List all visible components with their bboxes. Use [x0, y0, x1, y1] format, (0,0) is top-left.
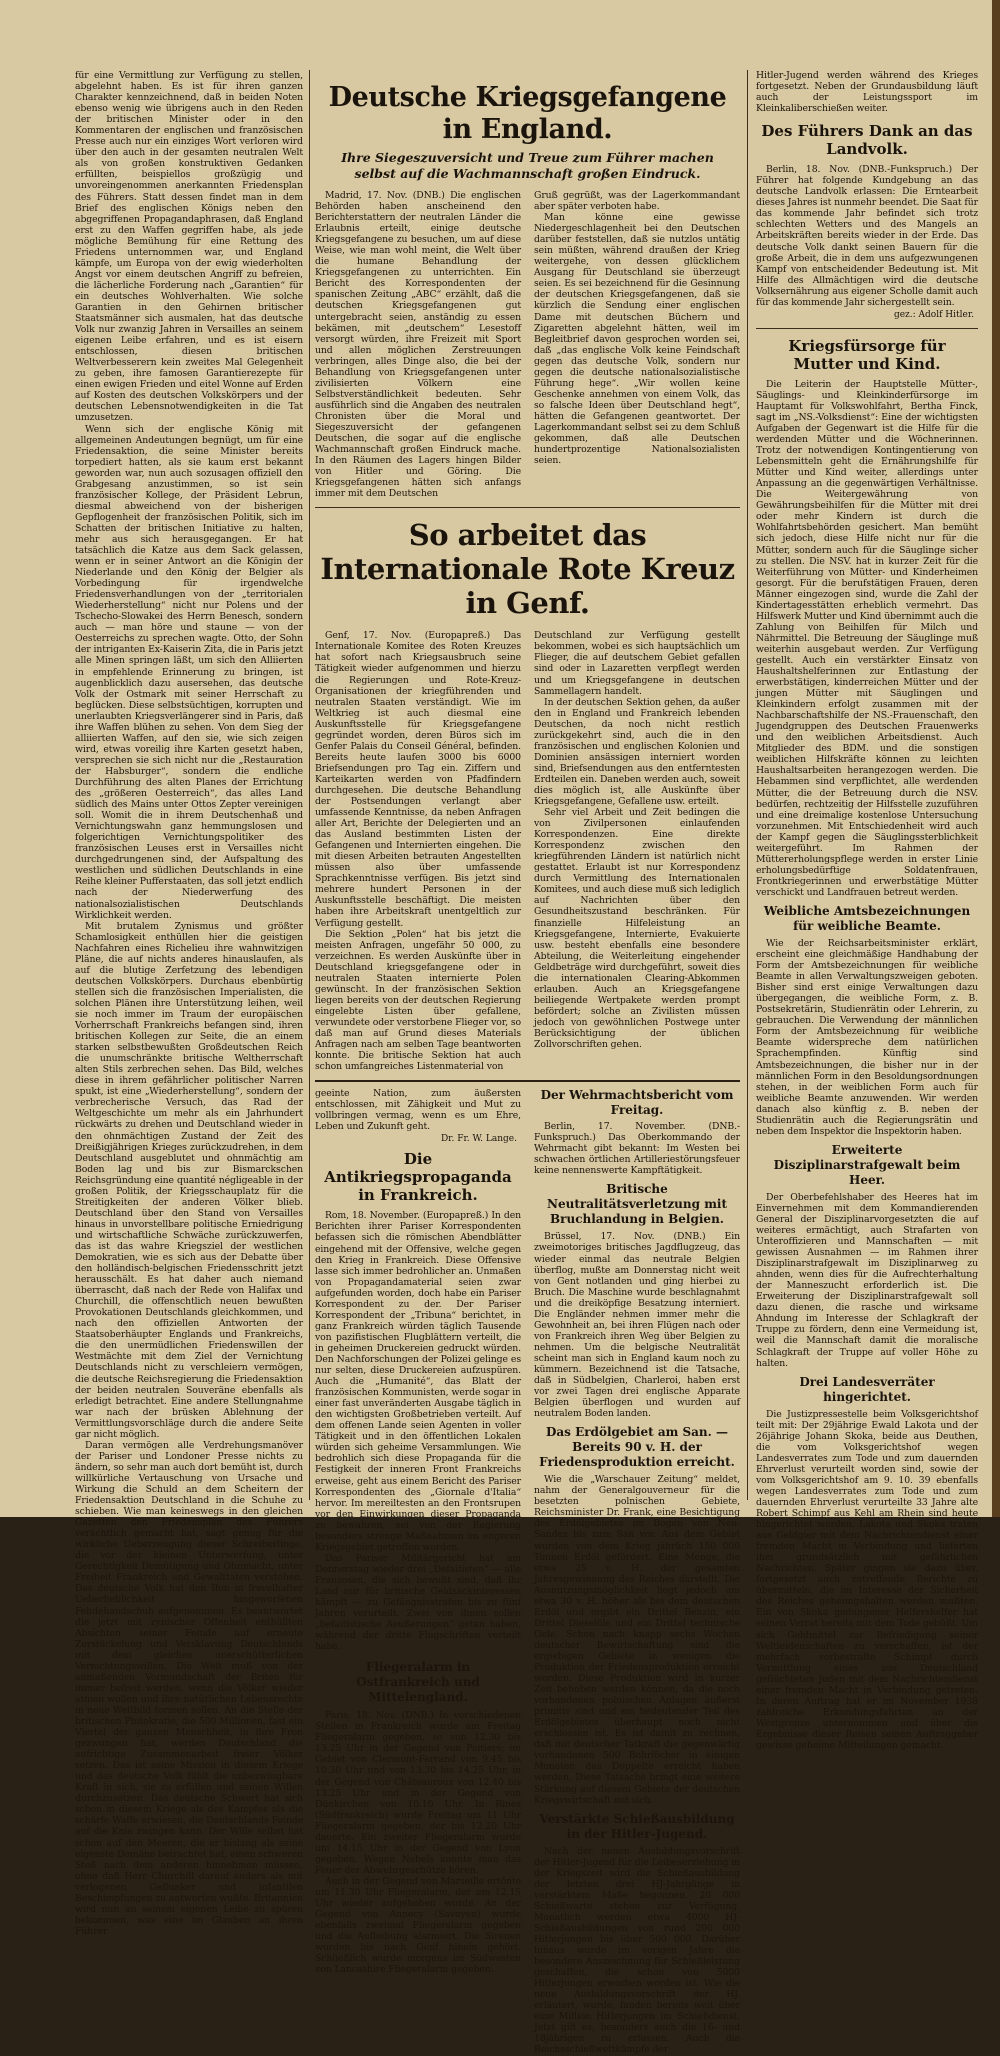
author-signature: Dr. Fr. W. Lange. [440, 1134, 517, 1145]
article-paragraph: Wie die „Warschauer Zeitung“ meldet, nahm der Generalgouverneur für die besetzten polnischen Gebiete, Reichsminister Dr. Frank, eine Besichtigung des Erdölgebietes im Bogen von Neu-Sandez bis zum San vor. Aus dem Gebiet wurden von dem Krieg jährlich 150 000 Tonnen Erdöl gefördert. Eine Menge, die etwa 25 v. H. der gesamten Jahresgewinnung des Reiches darstellt. Die Ausnutzungsmöglichkeit liegt jedoch um etwa 30 v. H. höher als bei dem deutschen Erdöl und ergibt ein Drittel Benzin, ein Drittel Dieselöle und ein Drittel technische Oele. Schon nach knapp sechs Wochen deutscher Bewirtschaftung sind die ergiebigen Gebiete in wenigen die Produktion der Friedensproduktion erreicht worden. Diese Produktion wird in kurzer Zeit behoben werden können, da die noch vorhandenen polnischen Anlagen äußerst primitiv sind und ein bedeutender Teil des Erdölgebietes überhaupt noch nicht erschlossen ist. Es ist damit zu rechnen, daß mit deutscher Tatkraft die gegenwärtig vorhandenen 500 Bohrlöcher in einigen Monaten das Doppelte erreicht haben werden. Diese Tatsache bringt eine weitere Stärkung auf diesem Gebiete der deutschen Kriegswirtschaft mit sich. [534, 1474, 740, 1806]
article-paragraph: Genf, 17. Nov. (Europapreß.) Das Internationale Komitee des Roten Kreuzes hat sofort nach Kriegsausbruch seine Tätigkeit wieder aufgenommen und hierzu die Regierungen und Rote-Kreuz-Organisationen der kriegführenden und neutralen Staaten verständigt. Wie im Weltkrieg ist auch diesmal eine Auskunftsstelle für Kriegsgefangene gegründet worden, deren Büros sich im Genfer Palais du Conseil Général, befinden. Bereits heute laufen 3000 bis 6000 Briefsendungen pro Tag ein. Ziffern und Karteikarten werden von Pfadfindern durchgesehen. Die deutsche Behandlung der Postsendungen verlangt aber umfassende Kenntnisse, da neben Anfragen aller Art, Berichte der Delegierten und an das Ausland bestimmten Listen der Gefangenen und Internierten eingehen. Die mit diesen Arbeiten betrauten Angestellten müssen also über umfassende Sprachkenntnisse verfügen. Bis jetzt sind mehrere hundert Personen in der Auskunftsstelle beschäftigt. Die meisten haben ihre Arbeitskraft unentgeltlich zur Verfügung gestellt. [315, 630, 521, 929]
article-paragraph: Rom, 18. November. (Europapreß.) In den Berichten ihrer Pariser Korrespondenten befassen sich die römischen Abendblätter eingehend mit der Offensive, welche gegen den Krieg in Frankreich. Diese Offensive lasse sich immer bedrohlicher an. Unmaßen von Propagandamaterial seien zwar aufgefunden worden, doch habe ein Pariser Korrespondent zu der. Der Pariser Korrespondent der „Tribuna“ berichtet, in ganz Frankreich würden täglich Tausende von pazifistischen Flugblättern verteilt, die in geheimen Druckereien gedruckt würden. Den Nachforschungen der Polizei gelinge es nur selten, diese Druckereien aufzuspüren. Auch die „Humanité“, das Blatt der französischen Kommunisten, werde sogar in einer fast unveränderten Ausgabe täglich in den wichtigsten Großbetrieben verteilt. Auf dem offenen Lande seien Agenten in voller Tätigkeit und in den öffentlichen Lokalen würden sich geheime Versammlungen. Wie bedrohlich sich diese Propaganda für die Festigkeit der inneren Front Frankreichs erweise, geht aus einem Bericht des Pariser Korrespondenten des „Giornale d'Italia“ hervor. Im mereiltesten an den Frontsrupen vor den Einwirkungen dieser Propaganda zu bewahren, sei von der Regierung besonders strenge Maßnahmen im engeren Kriegsgebiet getroffen worden. [315, 1210, 521, 1553]
col1-paragraph: für eine Vermittlung zur Verfügung zu stellen, abgelehnt haben. Es ist für ihren ganzen Charakter kennzeichnend, daß in beiden Noten ebenso wenig wie übrigens auch in den Reden der britischen Minister oder in den Kommentaren der englischen und französischen Presse auch nur ein einziges Wort verloren wird über den auch in der gesamten neutralen Welt als von großen konstruktiven Gedanken erfüllten, beispiellos großzügig und unvoreingenommen anerkannten Friedensplan des Führers. Statt dessen findet man in dem Brief des englischen Königs neben den abgegriffenen Propagandaphrasen, daß England erst zu den Waffen gegriffen habe, als jede mögliche Bemühung für eine Rettung des Friedens unternommen war, und England kämpfe, um Europa von der ewig wiederholten Angst vor einem deutschen Angriff zu befreien, die lächerliche Forderung nach „Garantien“ für ein deutsches Wohlverhalten. Wie solche Garantien in den Gehirnen britischer Staatsmänner sich ausmalen, hat das deutsche Volk nur zwanzig Jahren in Versailles an seinem eigenen Leibe erfahren, und es ist eisern entschlossen, diesen britischen Weltverbesserern kein zweites Mal Gelegenheit zu geben, ihre famosen Garantierezepte für einen ewigen Frieden und eitel Wonne auf Erden auf Kosten des deutschen Volkskörpers und der deutschen Lebensnotwendigkeiten in die Tat umzusetzen. [75, 70, 303, 424]
headline-kriegsfuersorge: Kriegsfürsorge für Mutter und Kind. [788, 336, 946, 373]
column-rule [309, 70, 310, 1500]
article-rotes-kreuz [315, 518, 740, 1072]
article-paragraph: In der deutschen Sektion gehen, da außer den in England und Frankreich lebenden Deutschen, da noch nicht restlich zurückgekehrt sind, auch die in den französischen und englischen Kolonien und Dominien ansässigen interniert worden sind, Briefsendungen aus den entferntesten Erdteilen ein. Daneben werden auch, soweit dies möglich ist, alle Auskünfte über Kriegsgefangene, Gefallene usw. erteilt. [534, 696, 740, 808]
col1-paragraph: Wenn sich der englische König mit allgemeinen Andeutungen begnügt, um für eine Friedensaktion, die seine Minister bereits torpediert hatten, als sie kaum erst bekannt geworden war, nun auch sozusagen offiziell den Grabgesang anzustimmen, so ist sein französischer Kollege, der Präsident Lebrun, diesmal abweichend von der bisherigen Gepflogenheit der französischen Politik, sich im Schatten der britischen Initiative zu halten, mehr aus sich herausgegangen. Er hat tatsächlich die Katze aus dem Sack gelassen, wenn er in seiner Antwort an die Königin der Niederlande und den König der Belgier als Vorbedingung für irgendwelche Friedensverhandlungen von der „territorialen Wiederherstellung“ nicht nur Polens und der Tschecho-Slowakei des Herrn Benesch, sondern auch — man höre und staune — von der Oesterreichs zu sprechen wagte. Otto, der Sohn der intriganten Ex-Kaiserin Zita, die in Paris jetzt alle Minen springen läßt, um sich den Alliierten in empfehlende Erinnerung zu bringen, ist augenblicklich dazu ausersehen, das deutsche Volk der Ostmark mit seiner Herrschaft zu beglücken. Diese selbstsüchtigen, korrupten und unerlaubten Kriegsverlängerer sind in Paris, daß ihre Waffen blühen zu sehen. Von dem Sieg der alliierten Waffen, auf den sie, wie sich zeigen wird, etwas voreilig ihre Karten gesetzt haben, versprechen sie sich nicht nur die „Restauration der Habsburger“, sondern die endliche Durchführung des alten Planes der Errichtung des „größeren Oesterreich“, das alles Land südlich des Mains unter Ottos Zepter vereinigen soll. Womit die in ihrem Deutschenhaß und Vernichtungswahn ganz hemmungslosen und folgerichtigen Vernichtungspolitiker des französischen Leuses erst in Versailles nicht durchgedrungenen sind, der Aufspaltung des westlichen und südlichen Deutschlands in eine Reihe kleiner Pufferstaaten, das soll jetzt endlich nach der Niederwerfung des nationalsozialistischen Deutschlands Wirklichkeit werden. [75, 423, 303, 921]
article-paragraph: Die Leiterin der Hauptstelle Mütter-, Säuglings- und Kleinkinderfürsorge im Hauptamt für Volkswohlfahrt, Bertha Finck, sagt im „NS.-Volksdienst“: Eine der wichtigsten Aufgaben der Gegenwart ist die Hilfe für die werdenden Mütter und die Wöchnerinnen. Trotz der notwendigen Kontingentierung von Lebensmitteln geht die Ernährungshilfe für Mütter und Kind weiter, allerdings unter Anpassung an die gegenwärtigen Verhältnisse. Die Weitergewährung von Gewährungsbeihilfen für die Mütter mit drei oder mehr Kindern ist durch die Wohlfahrtsbehörden gesichert. Man bemüht sich jedoch, diese Hilfe nicht nur für die Mütter, sondern auch für die Säuglinge sicher zu stellen. Die NSV. hat in kurzer Zeit für die Weiterführung von Mütter- und Kinderheimen gesorgt. Für die berufstätigen Frauen, deren Männer eingezogen sind, wurde die Zahl der Kindertagesstätten erheblich vermehrt. Das Hilfswerk Mutter und Kind übernimmt auch die Zahlung von Beihilfen für Milch und Nährmittel. Die Betreuung der Säuglinge muß weiterhin ausgebaut werden. Zur Verfügung gestellt. Auch ein verstärkter Einsatz von Haushaltshelferinnen zur Entlastung der erwerbstätigen, kinderreichen Mütter und der jungen Mütter mit Säuglingen und Kleinkindern erfolgt zusammen mit der Nachbarschaftshilfe der NS.-Frauenschaft, den Jugendgruppen des Deutschen Frauenwerks und den weiblichen Arbeitsdienst. Auch Mitglieder des BDM. und die sonstigen weiblichen Hilfskräfte können zu leichten Haushaltsarbeiten herangezogen werden. Die Hebammen sind verpflichtet, alle werdenden Mütter, die der Betreuung durch die NSV. bedürfen, rechtzeitig der Hilfsstelle zuzuführen und eine dreimalige kostenlose Untersuchung vorzunehmen. Mit Entschiedenheit wird auch der Kampf gegen die Säuglingssterblichkeit weitergeführt. Im Rahmen der Müttererholungspflege werden in erster Linie erholungsbedürftige Soldatenfrauen, Frontkriegerinnen und erwerbstätige Mütter verschickt und Landfrauen betreut werden. [756, 378, 978, 898]
book-binding-edge [992, 0, 1000, 1517]
headline-rotes-kreuz-line1: So arbeitet das [408, 518, 647, 553]
headline-schiessausbildung: Verstärkte Schießausbildung in der Hitler-Jugend. [539, 1811, 735, 1841]
column-right [756, 70, 978, 1751]
article-paragraph: Nach der neuen Ausbildungsvorschrift der Hitler-Jugend für die Leibeserziehung in der Kriegszeit wird die Schießausbildung der letzten drei HJ-Jahrgänge in verstärktem Maße begonnen. 20 000 Schießwarte stehen zur Verfügung. Monatlich werden etwa 4000 HJ-Schießausbildungen von rund 200 000 Hitlerjungen bis über 500 000. Darüber hinaus wurde im vorigen Jahre die besondere Auszeichnung für Schießleistung geschaffen, die schon von 5000 Hitlerjungen erworben worden ist. Wie die neue Ausbildungsvorschrift der HJ. erläutert, wurde, fanden bereits weit über eine Million Hitlerjungen im Schießdienst. Jetzt gilt es, besonders auch die 16- und 18jährigen zu erfassen. Auch die Reichsschießwettkämpfe der [534, 1845, 740, 2056]
headline-rotes-kreuz-line2: Internationale Rote Kreuz in Genf. [320, 552, 735, 621]
section-divider [756, 328, 978, 329]
article-paragraph: Brüssel, 17. Nov. (DNB.) Ein zweimotoriges britisches Jagdflugzeug, das wieder einmal das neutrale Belgien überflog, mußte am Donnerstag nicht weit von Gent notlanden und ging hierbei zu Bruch. Die Maschine wurde beschlagnahmt und die dreiköpfige Besatzung interniert. Die Engländer nehmen immer mehr die Gewohnheit an, bei ihren Flügen nach oder von Frankreich ihren Weg über Belgien zu nehmen. Um die belgische Neutralität scheint man sich in England kaum noch zu kümmern. Bezeichnend ist die Tatsache, daß in Südbelgien, Charleroi, haben erst vor zwei Tagen drei englische Apparate Belgien überflogen und wurden auf neutralem Boden landen. [534, 1231, 740, 1420]
article-paragraph: Wie der Reichsarbeitsminister erklärt, erscheint eine gleichmäßige Handhabung der Form der Amtsbezeichnungen für weibliche Beamte in allen Verwaltungszweigen geboten. Bisher sind erst einige Verwaltungen dazu übergegangen, die weibliche Form, z. B. Postsekretärin, Studienrätin oder Lehrerin, zu gebrauchen. Die Verwendung der männlichen Form der Amtsbezeichnung für weibliche Beamte widerspreche dem natürlichen Sprachempfinden. Künftig sind Amtsbezeichnungen, die bisher nur in der männlichen Form in den Besoldungsordnungen stehen, in der weiblichen Form auch für weibliche Beamte anzuwenden. Wir werden danach also künftig z. B. neben der Studienrätin auch die Regierungsrätin und neben dem Inspektor die Inspektorin haben. [756, 938, 978, 1137]
article-paragraph: Man könne eine gewisse Niedergeschlagenheit bei den Deutschen darüber feststellen, daß sie nutzlos untätig sein müßten, während draußen der Krieg weitergehe, von dessen glücklichem Ausgang für Deutschland sie überzeugt seien. Es sei bezeichnend für die Gesinnung der deutschen Kriegsgefangenen, daß sie kürzlich die Sendung einer englischen Dame mit deutschen Büchern und Zigaretten abgelehnt hätten, weil im Begleitbrief davon gesprochen worden sei, daß „das englische Volk keine Feindschaft gegen das deutsche Volk, sondern nur gegen die deutsche nationalsozialistische Führung hege“. „Wir wollen keine Geschenke annehmen von einem Volk, das so falsche Ideen über Deutschland hegt“, hätten die Gefangenen geantwortet. Der Lagerkommandant selbst sei zu dem Schluß gekommen, daß alle Deutschen hundertprozentige Nationalsozialisten seien. [534, 212, 740, 467]
col1-paragraph: Mit brutalem Zynismus und größter Schamlosigkeit enthüllen hier die geistigen Nachfahren eines Richelieu ihre wahnwitzigen Pläne, die auf nichts anderes hinauslaufen, als auf die blutige Zerfetzung des lebendigen deutschen Volkskörpers. Durchaus ebenbürtig stellen sich die französischen Imperialisten, die solchen Plänen ihre Unterstützung leihen, weil sie noch immer im Traum der europäischen Vorherrschaft Frankreichs befangen sind, ihren britischen Kollegen zur Seite, die an einem starken selbstbewußten Großdeutschen Reich die unumschränkte britische Weltherrschaft alten Stils zerbrechen sehen. Das Bild, welches diese in ihrem gefährlicher politischer Narren spukt, ist eine „Wiederherstellung“, sondern der verbrecherische Versuch, das Rad der Weltgeschichte um mehr als ein Jahrhundert rückwärts zu drehen und Deutschland wieder in den ohnmächtigen Zustand der Zeit des Dreißigjährigen Krieges zurückzudrehen, in dem Deutschland ausgeblutet und ohnmächtig am Boden lag und bis zur Bismarckschen Reichsgründung eine quantité négligeable in der großen Politik, der Kriegsschauplatz für die Streitigkeiten der anderen Völker blieb. Deutschland über den Stand von Versailles hinaus in unvorstellbare politische Erniedrigung und wirtschaftliche Schwäche zurückzuwerfen, das ist das wahre Kriegsziel der westlichen Demokratien, wie es sich aus der Debatte über den holländisch-belgischen Friedensschritt jetzt herausschält. Es hat daher auch niemand überrascht, daß nach der Rede von Halifax und Churchill, die offenschtlich neuen bewußten Provokationen Deutschlands gleichkommen, und nach den offiziellen Antworten der Staatsoberhäupter Englands und Frankreichs, die den unermüdlichen Friedenswillen der Westmächte mit dem Ziel der Vernichtung Deutschlands nicht zu verschleiern vermögen, die deutsche Reichsregierung die Friedensaktion der beiden neutralen Souveräne ebenfalls als erledigt betrachtet. Eine andere Stellungnahme war nach der brüsken Ablehnung der Vermittlungsvorschläge durch die andere Seite gar nicht möglich. [75, 920, 303, 1440]
article-column [534, 630, 740, 1072]
article-column [315, 630, 521, 1072]
headline-landesverraeter: Drei Landesverräter hingerichtet. [799, 1374, 935, 1404]
author-signature: gez.: Adolf Hitler. [893, 309, 974, 320]
col1-paragraph: Daran vermögen alle Verdrehungsmanöver der Pariser und Londoner Presse nichts zu ändern, so sehr man auch dort bemüht ist, durch willkürliche Vertauschung von Ursache und Wirkung die Schuld an dem Scheitern der Friedensaktion Deutschland in die Schuhe zu schieben. Wie man keineswegs in den gleichen Gazetten den Friedensplan des Führers verächtlich gemacht hat, sagt genug für die wirkliche Ueberzeugung dieser Schreiberlinge, die vor der kleinen Unterwerfung, unter Gerechtigkeit Demütigung und Ohnmacht, unter Freiheit Frankreich und Gewalttaten verstehen. Das deutsche Volk hat den Ihm in frevelhafter Ueberheblichkeit hingeworfenen Fehdehandschuh aufgenommen. Es beantwortet die jetzt mit zynischer Offenheit enthüllten Absichten seiner Feinde auf erneute Zerstückelung und Versklavung Deutschlands mit dem gleichen unerschütterlichen Vernichtungswillen. Die Welt muß von der anmaßenden Vormundschaft der Briten für immer befreit werden, wenn die Völker wieder atmen wollen und ihre natürlichen Lebensrechte in neue Weltbild formen sollen. An die Stelle der britischen Plutokratie, die 500 Millionen, fast ein Viertel der ganzen Menschheit, in ihre Fron gezwungen hat, werden Deutschland die aufrichtige Zusammenarbeit freier Völker setzen. Das ist seine Mission in diesem Kriege und das deutsche Volk fühlt die unbezwingbare Kraft in sich, sie zu erfüllen und seinen Willen durchzusetzen. Das deutsche Schwert hat sich schon in diesem Kriege als des Kampfes als die schärfe Waffe erwiesen, die Deutschlands Feinde auf die Knie zwingen kann. Der Wille selbst hat schon auf den Meeren, die er bislang als seine eigenste Domäne betrachtet hat, einen schweren Stoß nach dem anderen hinnehmen müssen, ohne daß Herr Churchill darauf anders als mit verlogenen Geflunker und infantilen Beschimpfungen zu antworten wußte. Britannien wird nun an seinem eigenen Leibe zu spüren bekommen, was eine im Glauben an ihren Führer [75, 1439, 303, 1937]
article-kriegsgefangene [315, 82, 740, 499]
article-paragraph: Hitler-Jugend werden während des Krieges fortgesetzt. Neben der Grundausbildung läuft auch der Leistungssport im Kleinkaliberschießen weiter. [756, 70, 978, 115]
headline-fliegeralarm: Fliegeralarm in Ostfrankreich und Mittelengland. [356, 1660, 480, 1705]
article-paragraph: Gruß gegrüßt, was der Lagerkommandant aber später verboten habe. [534, 190, 740, 213]
article-paragraph: Auch in der Gegend von Marseille ertönte um 11.30 Uhr Fliegeralarm, der um 12.15 Uhr wieder aufgehoben wurde. An der Gegend von Annecy (Savoyen) wurde ebenfalls zweimal Fliegeralarm gegeben und die Aufhebung alarmiert. Die Sirenen wurden bis nach Genf hinein gehört. Schließlich wurde morgens im Südwesten von Lancashire Fliegeralarm gegeben. [315, 1875, 521, 1976]
article-paragraph: Die Sektion „Polen“ hat bis jetzt die meisten Anfragen, ungefähr 50 000, zu verzeichnen. Es werden Auskünfte über in Deutschland kriegsgefangene oder in neutralen Staaten internierte Polen gewünscht. In der französischen Sektion liegen bereits von der deutschen Regierung eingelebte Listen über gefallene, verwundete oder verstorbene Flieger vor, so daß man auf Grund dieses Materials Anfragen nach am selben Tage beantworten konnte. Die britische Sektion hat auch schon umfangreiches Listenmaterial von [315, 928, 521, 1073]
headline-antikriegspropaganda: Die Antikriegspropaganda in Frankreich. [324, 1150, 512, 1205]
column-rule [747, 70, 748, 1500]
column-left [75, 70, 303, 1937]
headline-amtsbezeichnungen: Weibliche Amtsbezeichnungen für weibliche Beamte. [763, 904, 971, 933]
lower-center-left [315, 1088, 521, 2055]
article-paragraph: Der Oberbefehlshaber des Heeres hat im Einvernehmen mit dem Kommandierenden General der Disziplinarvorgesetzten die auf weiteres ermächtigt, auch Strafarten von Unteroffizieren und Mannschaften — mit gewissen Ausnahmen — im Rahmen ihrer Disziplinarstrafgewalt im Disziplinarweg zu ahnden, wenn dies für die Aufrechterhaltung der Manneszucht erforderlich ist. Die Erweiterung der Disziplinarstrafgewalt soll dazu dienen, die rasche und wirksame Ahndung im Interesse der Schlagkraft der Truppe zu fördern, denn eine Vermeidung ist, weil die Mannschaft damit die moralische Schlagkraft der Truppe auf voller Höhe zu halten. [756, 1191, 978, 1369]
lower-center-area [315, 1088, 740, 2055]
headline-fuehrers-dank: Des Führers Dank an das Landvolk. [761, 122, 973, 159]
article-column [534, 190, 740, 499]
article-paragraph: Berlin, 18. Nov. (DNB.-Funkspruch.) Der Führer hat folgende Kundgebung an das deutsche Landvolk erlassen: Die Erntearbeit dieses Jahres ist nunmehr beendet. Die Saat für das kommende Jahr befindet sich trotz schlechten Wetters und des Mangels an Arbeitskräften bereits wieder in der Erde. Das deutsche Volk dankt seinen Bauern für die große Arbeit, die in dem uns aufgezwungenen Kampf von entscheidender Bedeutung ist. Mit Hilfe des Allmächtigen wird die deutsche Volksernährung aus eigener Scholle damit auch für das kommende Jahr sichergestellt sein. [756, 164, 978, 308]
headline-wehrmachtsbericht: Der Wehrmachtsbericht vom Freitag. [540, 1088, 734, 1118]
article-column [315, 190, 521, 499]
column-center [315, 70, 740, 2056]
headline-neutralitaetsverletzung: Britische Neutralitätsverletzung mit Bruchlandung in Belgien. [547, 1182, 727, 1227]
subheadline-kriegsgefangene: Ihre Siegeszuversicht und Treue zum Führer machen selbst auf die Wachmannschaft großen Eindruck. [341, 150, 714, 181]
article-paragraph: Die Justizpressestelle beim Volksgerichtshof teilt mit: Der 29jährige Ewald Lakota und der 26jährige Johann Skoka, beide aus Deuthen, die vom Volksgerichtshof wegen Landesverrates zum Tode und zum dauernden Ehrverlust verurteilt worden sind, sowie der vom Volksgerichtshof am 9. 10. 39 ebenfalls wegen Landesverrates zum Tode und zum dauernden Ehrverlust verurteilte 33 Jahre alte Robert Schimpf aus Kehl am Rhein sind heute hingerichtet worden. Lakota und Skoka traten aus Geldgier mit dem Nachrichtendienst einer fremden Macht in Verbindung und lieferten ihm grundsätzlich mit gefährlichen Nachrichten. Später gingen sie dazu über, fortgesetzt auch zutreffende Berichte zu übermitteln, die im Interesse der Sicherheit des Reiches geheimgehalten werden mußten. Ein von Skoka gedungener Helfershelfer hat seinen Verrat bereits mit dem Tode gebüßt. Um sich Geldmittel zur Befriedigung seiner Weltleidenschaften zu verschaffen, ist der mehrfach vorbestrafte Schimpf durch Vermittlung eines aus Deutschland geflüchteten Juden mit dem Nachrichtendienst einer fremden Macht in Verbindung getreten. In deren Auftrag hat er im November 1938 zahlreiche Erkundungsfahrten an der Westgrenze unternommen und über die Ergebnisse dieser Reisen seinen Auftraggeber gewisse geheime Mitteilungen gemacht. [756, 1408, 978, 1751]
article-paragraph: Das Pariser Militärgericht hat am Donnerstag wieder drei „Defaitisten“ — alle Franzosen, die sich bewußt sind, daß ihr Land nur für britische Geldsackinteressen kämpft — zu Gefängnisstrafen bis zu fünf Jahren verurteilt. Zwei von ihnen sollen „befaitistische Aeußerungen“ getan haben, während der dritte Flugschriften verteilt habe. [315, 1552, 521, 1653]
headline-kriegsgefangene: Deutsche Kriegsgefangene in England. [328, 82, 727, 145]
headline-disziplinarstrafgewalt: Erweiterte Disziplinarstrafgewalt beim Heer. [773, 1142, 961, 1187]
article-paragraph: Deutschland zur Verfügung gestellt bekommen, wobei es sich hauptsächlich um Flieger, die auf deutschem Gebiet gefallen sind oder in Lazaretten verpflegt werden und um Kriegsgefangene in deutschen Sammellagern handelt. [534, 630, 740, 697]
article-paragraph: Paris, 18. Nov. (DNB.) In verschiedenen Stellen in Frankreich wurde am Freitag Fliegeralarm gegeben, so von 12.30 bis 13.25 Uhr in der Gegend von Poitiers; im Gebiet von Clermont-Ferrand von 9.45 bis 10.30 Uhr und von 13.30 bis 14.25 Uhr, in der Gegend von Châteauroux von 12.40 bis 13.25 Uhr und in der Gegend von Dünkirchen von 10.10 Uhr. In Rines (Südfrankreich) wurde Freitag um 11 Uhr Fliegeralarm gegeben, der bis 12.20 Uhr dauerte. Ein zweiter Fliegeralarm wurde um 14.15 Uhr in der Gegend von Lyon gegeben. Wegen Nebels konnte man das Feuer der Abwehrgeschütze hören. [315, 1710, 521, 1876]
article-paragraph: geeinte Nation, zum äußersten entschlossen, mit Zähigkeit und Mut zu vollbringen vermag, wenn es um Ehre, Leben und Zukunft geht. [315, 1088, 521, 1133]
article-paragraph: Berlin, 17. November. (DNB.-Funkspruch.) Das Oberkommando der Wehrmacht gibt bekannt: Im Westen bei schwachen örtlichen Artilleriestörungsfeuer keine nennenswerte Kampftätigkeit. [534, 1121, 740, 1177]
headline-erdoelgebiet: Das Erdölgebiet am San. — Bereits 90 v. H. der Friedensproduktion erreicht. [539, 1425, 735, 1470]
article-paragraph: Madrid, 17. Nov. (DNB.) Die englischen Behörden haben anscheinend den Berichterstattern der neutralen Länder die Erlaubnis erteilt, einige deutsche Kriegsgefangene zu besuchen, um auf diese Weise, wie man wohl meint, die Welt über die humane Behandlung der Kriegsgefangenen zu unterrichten. Ein Bericht des Korrespondenten der spanischen Zeitung „ABC“ erzählt, daß die deutschen Kriegsgefangenen gut untergebracht seien, anständig zu essen bekämen, mit „deutschem“ Lesestoff versorgt würden, ihre Freizeit mit Sport und allen möglichen Zerstreuungen verbringen, alles Dinge also, die bei der Behandlung von Kriegsgefangenen unter zivilisierten Völkern eine Selbstverständlichkeit bedeuten. Sehr ausführlich sind die Angaben des neutralen Chronisten über die Moral und Siegeszuversicht der gefangenen Deutschen, die sogar auf die englische Wachmannschaft großen Eindruck mache. In den Räumen des Lagers hingen Bilder von Hitler und Göring. Die Kriegsgefangenen hätten sich anfangs immer mit dem Deutschen [315, 190, 521, 500]
section-divider [315, 1080, 740, 1082]
article-paragraph: Sehr viel Arbeit und Zeit bedingen die von Zivilpersonen einlaufenden Korrespondenzen. Eine direkte Korrespondenz zwischen den kriegführenden Ländern ist natürlich nicht gestattet. Erlaubt ist nur Korrespondenz durch Vermittlung des Internationalen Komitees, und auch diese muß sich lediglich auf Nachrichten über den Gesundheitszustand beschränken. Für finanzielle Hilfeleistung an Kriegsgefangene, Internierte, Evakuierte usw. besteht ebenfalls eine besondere Abteilung, die Weiterleitung eingehender Geldbeträge wird durchgeführt, soweit dies die internationalen Clearing-Abkommen erlauben. Auch an Kriegsgefangene beiliegende Wertpakete werden prompt befördert; solche an Zivilisten müssen jedoch von gewöhnlichen Postwege unter Berücksichtigung der üblichen Zollvorschriften gehen. [534, 807, 740, 1051]
section-divider [315, 507, 740, 508]
lower-center-right [534, 1088, 740, 2055]
